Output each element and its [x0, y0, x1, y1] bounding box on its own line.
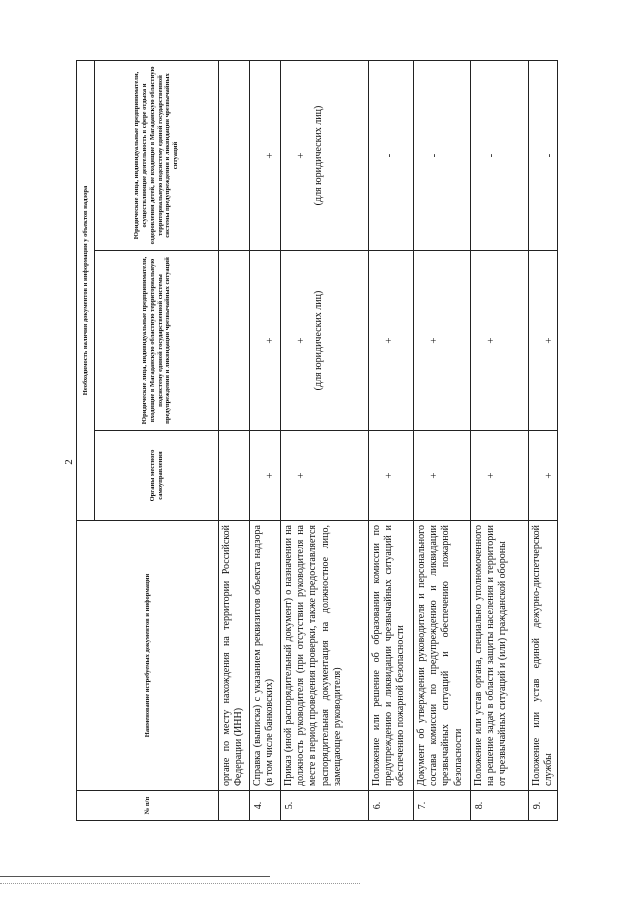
header-legal-entities-children-rest: Юридические лица, индивидуальные предприниматели, осуществляющие деятельность в сфере отдыха и оздоровления детей, не входящие в Магаданскую областную территориальную подсистему единой государственной системы предупреждения и ликвидации чрезвычайных ситуаций: [95, 60, 219, 250]
row-legal-in: +: [471, 251, 529, 431]
row-name: Положение или устав органа, специально уполномоченного на решение задач в области защиты населения и территории от чрезвычайных ситуаций и (или) гражданской обороны: [471, 521, 529, 791]
table-row: [219, 60, 250, 820]
row-name: Положение или решение об образовании комиссии по предупреждению и ликвидации чрезвычайных ситуаций и обеспечению пожарной безопасности: [369, 521, 414, 791]
row-local: +: [281, 431, 369, 521]
row-local: +: [471, 431, 529, 521]
table-row: [369, 60, 414, 820]
row-local: +: [414, 431, 471, 521]
row-legal-out: -: [529, 60, 558, 250]
row-legal-in: [219, 251, 250, 431]
footer-dotted-rule: [0, 883, 360, 884]
row-legal-out: +: [250, 60, 281, 250]
row-name: Положение или устав единой дежурно-диспетчерской службы: [529, 521, 558, 791]
row-num: 5.: [281, 791, 369, 821]
row-legal-in: +: [250, 251, 281, 431]
row-legal-out-mark: +: [295, 152, 307, 159]
row-legal-out: [281, 60, 369, 250]
row-legal-out-note: (для юридических лиц): [313, 105, 324, 206]
row-legal-out: [219, 60, 250, 250]
row-num: [219, 791, 250, 821]
table-row: [471, 60, 529, 820]
row-name: Справка (выписка) с указанием реквизитов объекта надзора (в том числе банковских): [250, 521, 281, 791]
header-local-government: Органы местного самоуправления: [95, 431, 219, 521]
row-name: органе по месту нахождения на территории Российской Федерации (ИНН): [219, 521, 250, 791]
row-num: 7.: [414, 791, 471, 821]
row-local: +: [529, 431, 558, 521]
header-legal-entities-in-system: Юридические лица, индивидуальные предприниматели, входящие в Магаданскую областную территориальную подсистему единой государственной системы предупреждения и ликвидации чрезвычайных ситуаций: [95, 251, 219, 431]
table-row: [529, 60, 558, 820]
table-row: [414, 60, 471, 820]
row-legal-in: +: [414, 251, 471, 431]
row-legal-out: -: [414, 60, 471, 250]
row-name: Документ об утверждении руководителя и персонального состава комиссии по предупреждению и ликвидации чрезвычайных ситуаций и обеспечению пожарной безопасности: [414, 521, 471, 791]
row-num: 4.: [250, 791, 281, 821]
row-local: [219, 431, 250, 521]
row-legal-in: [281, 251, 369, 431]
header-num: № п/п: [77, 791, 219, 821]
row-local: +: [250, 431, 281, 521]
header-name: Наименование истребуемых документов и информации: [77, 521, 219, 791]
row-legal-in: +: [369, 251, 414, 431]
table-row: [250, 60, 281, 820]
footer-rule: [0, 876, 270, 877]
page-number: 2: [62, 459, 75, 465]
documents-table: [76, 60, 558, 821]
table-row: [281, 60, 369, 820]
row-num: 8.: [471, 791, 529, 821]
header-group: Необходимость наличия документов и информации у объектов надзора: [77, 60, 95, 520]
row-local: +: [369, 431, 414, 521]
row-name: Приказ (иной распорядительный документ) о назначении на должность руководителя (при отсутствии руководителя на месте в период проведения проверки, также предоставляется распорядительная документация на должностное лицо, замещающее руководителя): [281, 521, 369, 791]
row-legal-in: +: [529, 251, 558, 431]
row-legal-out: -: [369, 60, 414, 250]
rotated-document-table: [76, 61, 556, 821]
row-num: 6.: [369, 791, 414, 821]
row-legal-in-mark: +: [295, 337, 307, 344]
row-legal-in-note: (для юридических лиц): [313, 290, 324, 391]
row-num: 9.: [529, 791, 558, 821]
row-legal-out: -: [471, 60, 529, 250]
